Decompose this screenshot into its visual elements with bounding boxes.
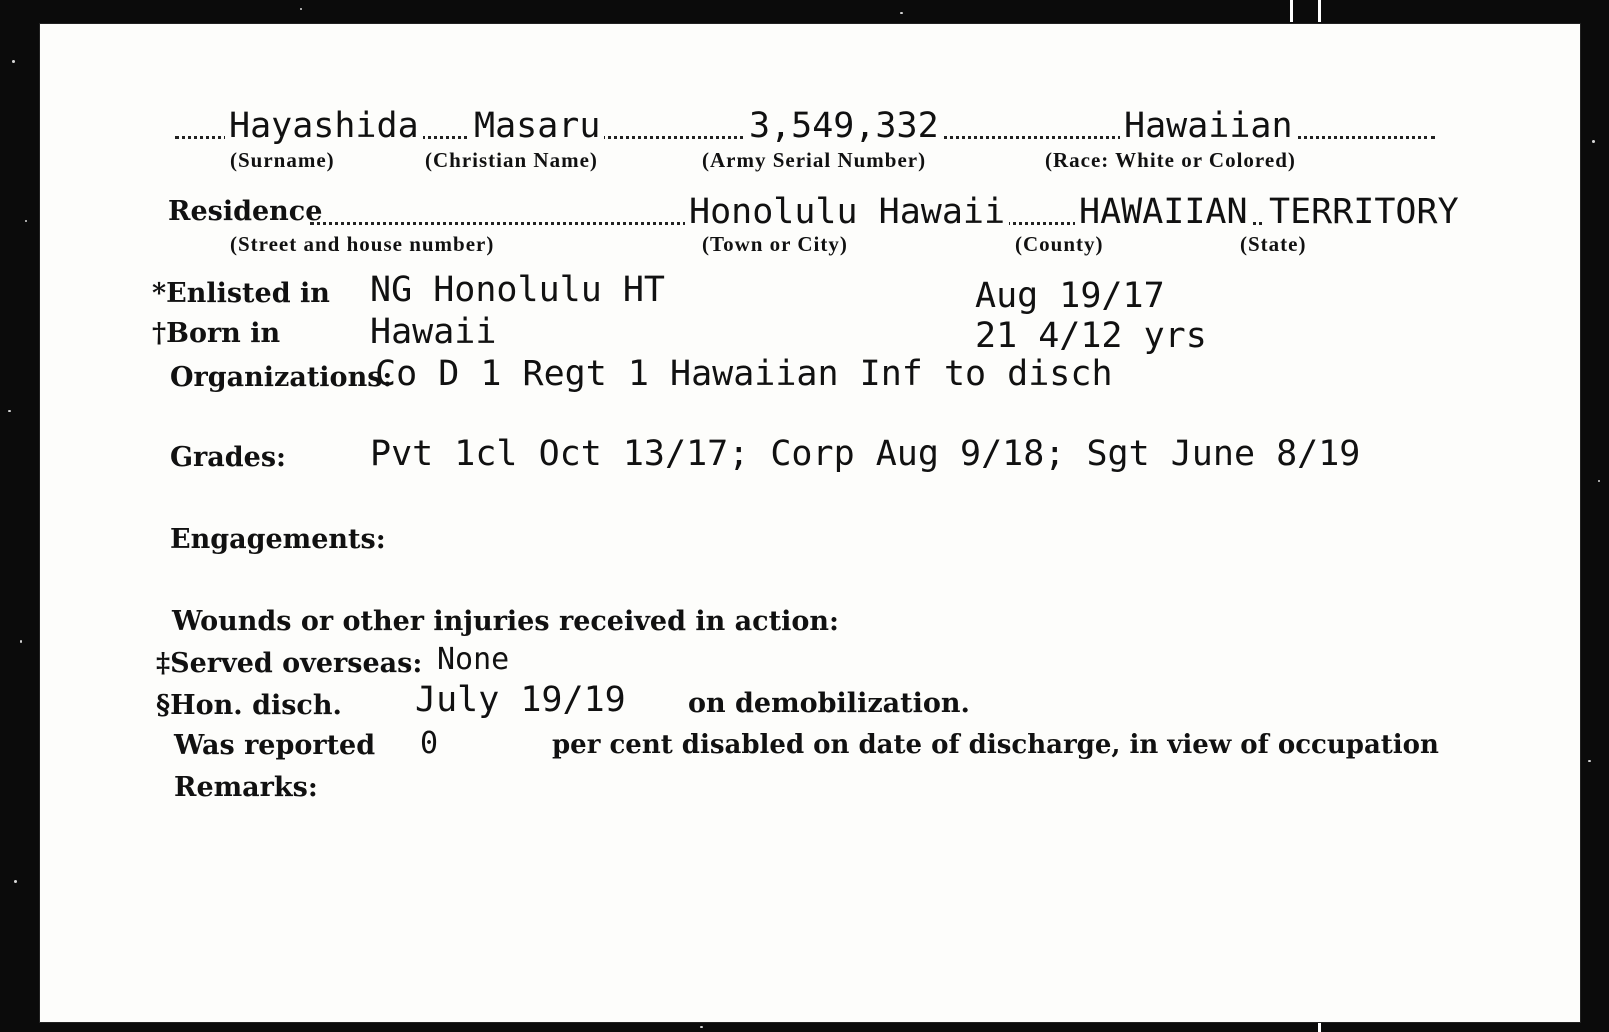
was-reported-label: Was reported (174, 730, 376, 761)
state-caption: (State) (1240, 232, 1307, 256)
street-caption: (Street and house number) (230, 232, 495, 256)
residence-state-value: TERRITORY (1265, 192, 1463, 232)
race-value: Hawaiian (1120, 106, 1297, 146)
record-card (40, 24, 1580, 1022)
hon-disch-date-value: July 19/19 (415, 680, 626, 720)
christian-name-caption: (Christian Name) (425, 148, 598, 172)
residence-town-value: Honolulu Hawaii (685, 192, 1009, 232)
hon-disch-label: §Hon. disch. (156, 690, 342, 721)
residence-label: Residence (168, 196, 323, 227)
organizations-label: Organizations: (170, 362, 393, 393)
disabled-percent-value: 0 (420, 726, 439, 761)
christian-name-value: Masaru (470, 106, 604, 146)
served-overseas-label: ‡Served overseas: (156, 648, 423, 679)
enlisted-label: *Enlisted in (152, 278, 330, 309)
grades-value: Pvt 1cl Oct 13/17; Corp Aug 9/18; Sgt June 8/19 (370, 434, 1361, 474)
grades-label: Grades: (170, 442, 287, 473)
hon-disch-suffix: on demobilization. (688, 688, 970, 719)
served-overseas-value: None (437, 642, 510, 677)
serial-number-caption: (Army Serial Number) (702, 148, 927, 172)
serial-number-value: 3,549,332 (745, 106, 943, 146)
enlisted-place-value: NG Honolulu HT (370, 270, 666, 310)
surname-caption: (Surname) (230, 148, 335, 172)
born-age-value: 21 4/12 yrs (975, 316, 1207, 356)
residence-county-value: HAWAIIAN (1075, 192, 1252, 232)
surname-value: Hayashida (225, 106, 423, 146)
enlisted-date-value: Aug 19/17 (975, 276, 1165, 316)
organizations-value: Co D 1 Regt 1 Hawaiian Inf to disch (375, 354, 1113, 394)
county-caption: (County) (1015, 232, 1104, 256)
town-caption: (Town or City) (702, 232, 848, 256)
born-place-value: Hawaii (370, 312, 497, 352)
wounds-label: Wounds or other injuries received in action: (172, 606, 839, 637)
disabled-suffix: per cent disabled on date of discharge, in view of occupation (552, 730, 1439, 760)
engagements-label: Engagements: (170, 524, 386, 555)
race-caption: (Race: White or Colored) (1045, 148, 1296, 172)
born-label: †Born in (152, 318, 281, 349)
remarks-label: Remarks: (174, 772, 318, 803)
